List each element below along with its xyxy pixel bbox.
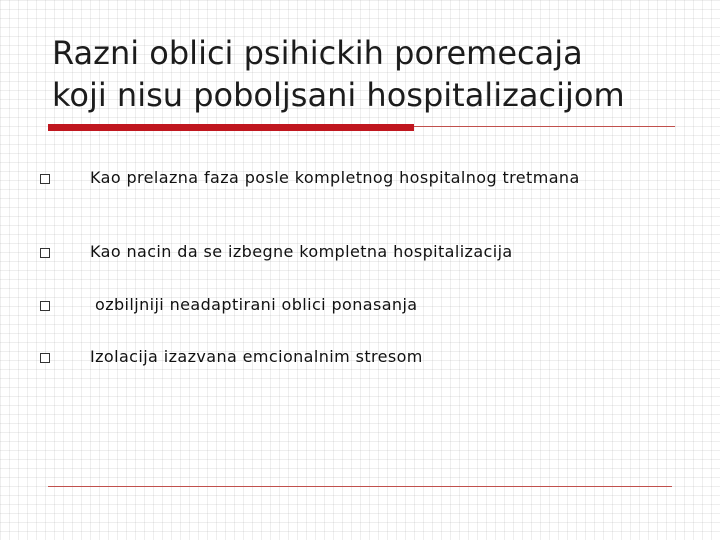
bullet-text: Kao nacin da se izbegne kompletna hospitalizacija [90, 242, 513, 261]
footer-rule [48, 486, 672, 487]
bullet-text: Izolacija izazvana emcionalnim stresom [90, 347, 423, 366]
slide-title-line-2: koji nisu poboljsani hospitalizacijom [52, 76, 625, 114]
slide-title-line-1: Razni oblici psihickih poremecaja [52, 34, 583, 72]
square-bullet-icon [40, 174, 50, 184]
title-underline-accent [48, 124, 414, 131]
bullet-text: ozbiljniji neadaptirani oblici ponasanja [95, 295, 418, 314]
slide-title [52, 32, 692, 116]
bullet-text: Kao prelazna faza posle kompletnog hospitalnog tretmana [90, 168, 580, 187]
square-bullet-icon [40, 353, 50, 363]
square-bullet-icon [40, 248, 50, 258]
square-bullet-icon [40, 301, 50, 311]
